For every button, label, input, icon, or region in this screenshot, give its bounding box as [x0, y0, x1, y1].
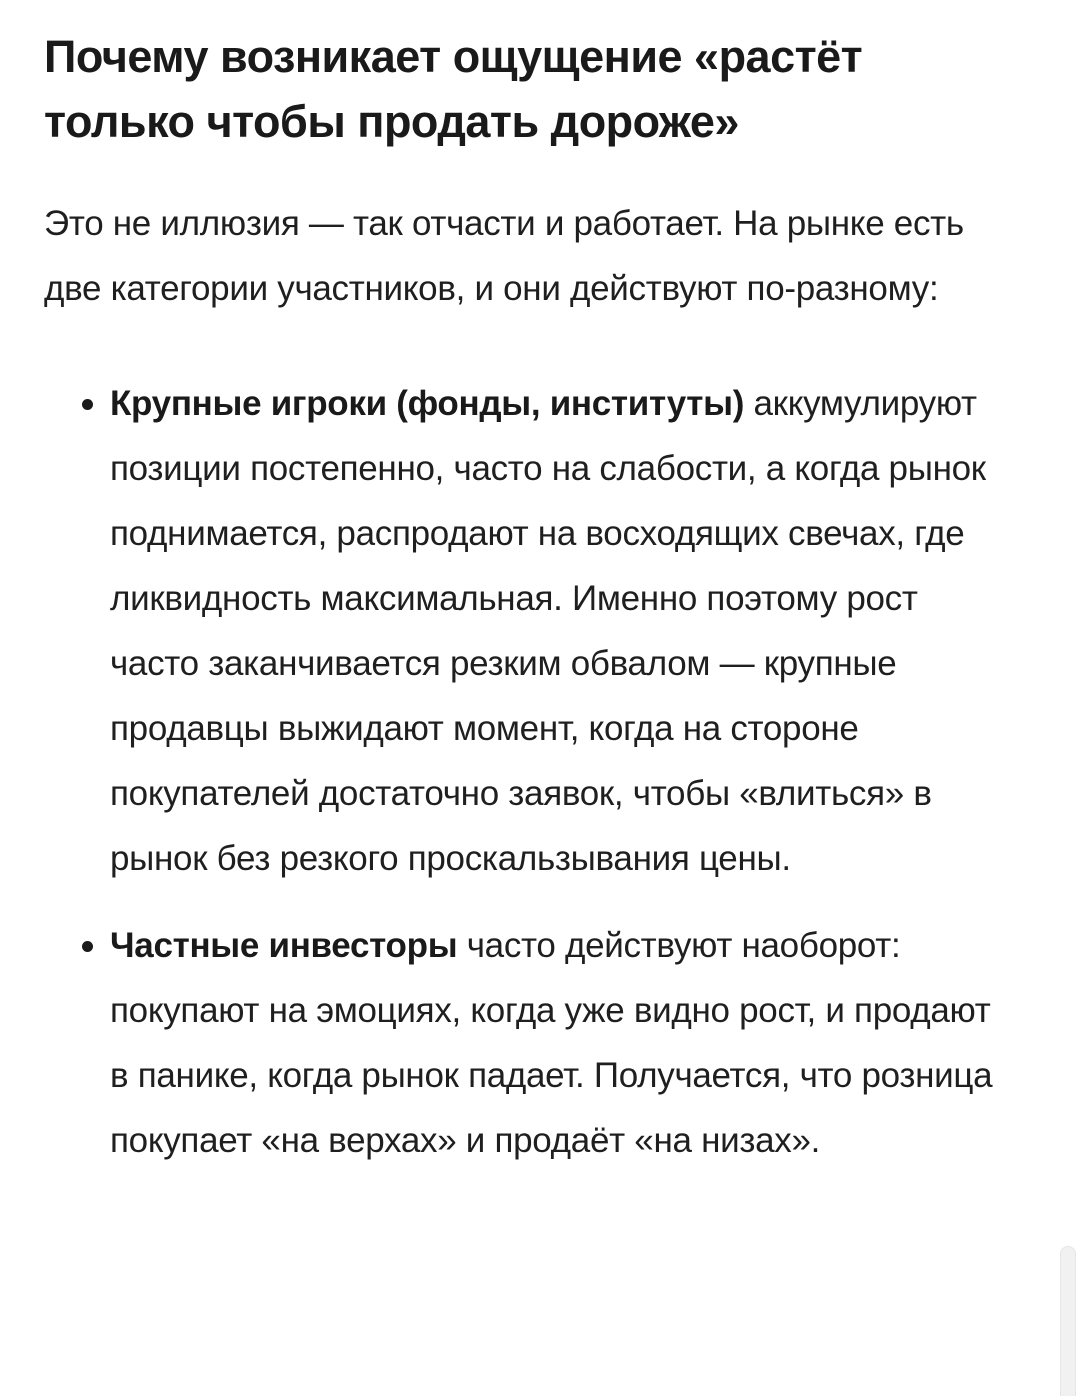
bullet-icon — [82, 399, 93, 410]
item-term: Крупные игроки (фонды, институты) — [110, 384, 754, 423]
item-text: часто действуют наоборот: покупают на эмоциях, когда уже видно рост, и продают в панике, когда рынок падает. Получается, что розница покупает «на верхах» и продаёт «на низах». — [110, 926, 993, 1160]
bullet-icon — [82, 941, 93, 952]
list-item — [44, 913, 1004, 1173]
scrollbar[interactable] — [1060, 1246, 1076, 1396]
item-term: Частные инвесторы — [110, 926, 467, 965]
intro-paragraph: Это не иллюзия — так отчасти и работает. На рынке есть две категории участников, и они действуют по-разному: — [44, 204, 964, 308]
section-heading: Почему возникает ощущение «растёт только чтобы продать дороже» — [44, 31, 863, 147]
participants-list — [44, 371, 1004, 1173]
article-content — [44, 24, 1004, 1173]
list-item — [44, 371, 1004, 891]
item-text: аккумулируют позиции постепенно, часто на слабости, а когда рынок поднимается, распродают на восходящих свечах, где ликвидность максимальная. Именно поэтому рост часто заканчивается резким обвалом — крупные продавцы выжидают момент, когда на стороне покупателей достаточно заявок, чтобы «влиться» в рынок без резкого проскальзывания цены. — [110, 384, 986, 878]
